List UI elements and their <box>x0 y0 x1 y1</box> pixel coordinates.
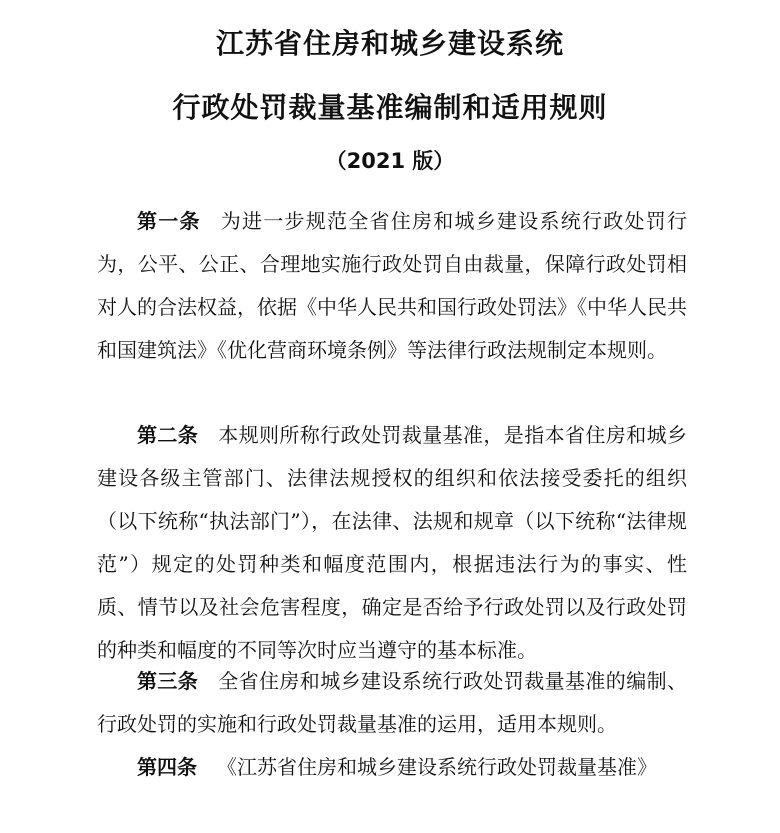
article-1-number: 第一条 <box>137 209 201 233</box>
document-title-line-2: 行政处罚裁量基准编制和适用规则 <box>172 91 608 124</box>
article-4 <box>97 746 687 789</box>
article-4-number: 第四条 <box>137 755 197 779</box>
article-3 <box>97 660 687 746</box>
article-1-text: 为进一步规范全省住房和城乡建设系统行政处罚行为，公平、公正、合理地实施行政处罚自由裁量，保障行政处罚相对人的合法权益，依据《中华人民共和国行政处罚法》《中华人民共和国建筑法》《优化营商环境条例》等法律行政法规制定本规则。 <box>97 209 687 362</box>
article-2-text: 本规则所称行政处罚裁量基准，是指本省住房和城乡建设各级主管部门、法律法规授权的组织和依法接受委托的组织（以下统称“执法部门”），在法律、法规和规章（以下统称“法律规范”）规定的处罚种类和幅度范围内，根据违法行为的事实、性质、情节以及社会危害程度，确定是否给予行政处罚以及行政处罚的种类和幅度的不同等次时应当遵守的基本标准。 <box>97 423 688 662</box>
article-3-number: 第三条 <box>137 669 199 693</box>
article-1 <box>97 200 687 372</box>
article-2-number: 第二条 <box>137 423 199 447</box>
article-2 <box>97 414 687 672</box>
article-3-text: 全省住房和城乡建设系统行政处罚裁量基准的编制、行政处罚的实施和行政处罚裁量基准的运用，适用本规则。 <box>97 669 688 736</box>
article-4-text: 《江苏省住房和城乡建设系统行政处罚裁量基准》 <box>217 755 657 779</box>
document-title-line-1: 江苏省住房和城乡建设系统 <box>215 27 564 60</box>
document-version: （2021 版） <box>325 149 455 173</box>
